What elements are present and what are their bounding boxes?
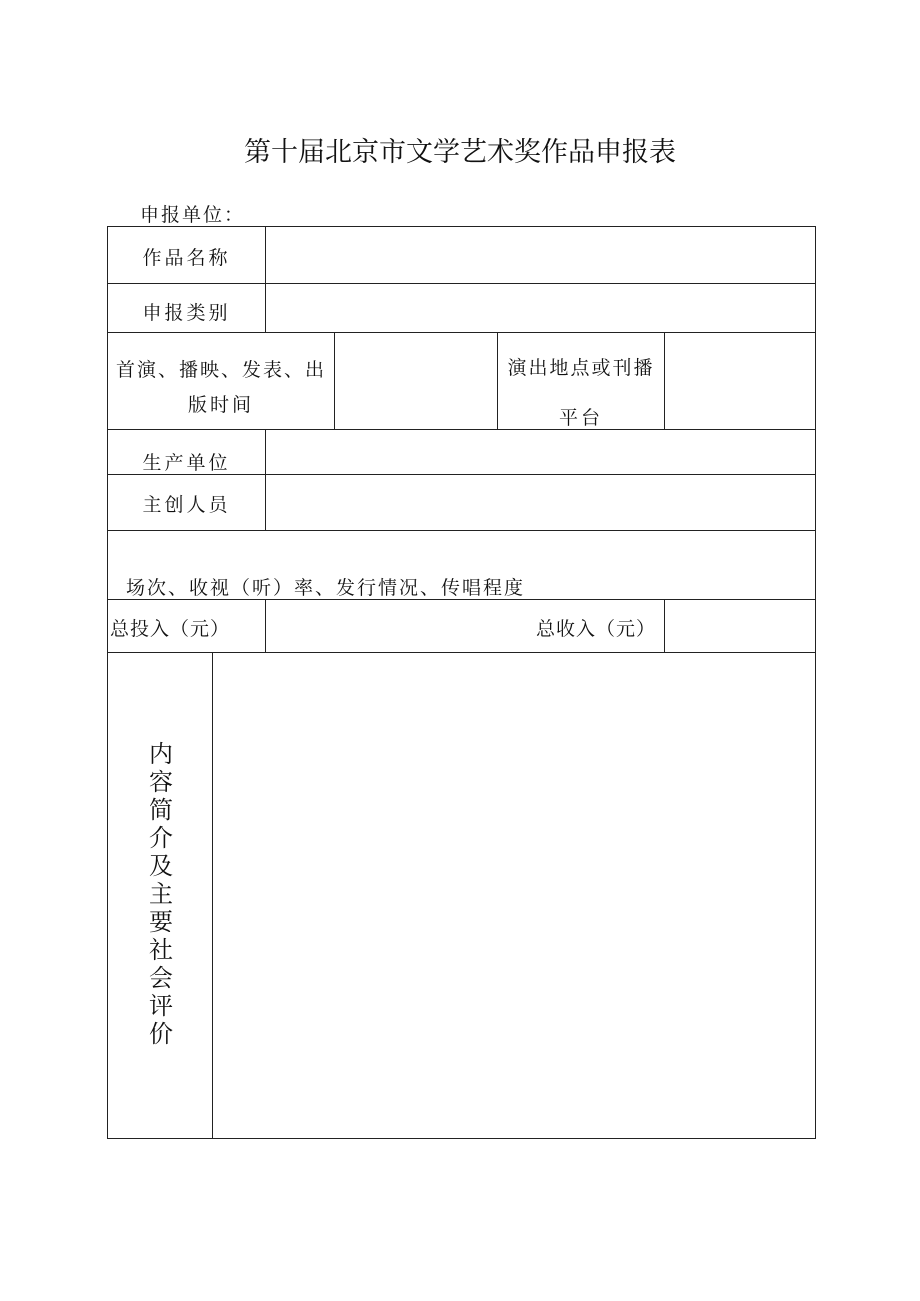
producer-label: 生产单位 [142, 452, 231, 474]
venue-label: 演出地点或刊播 [507, 357, 655, 379]
creators-label: 主创人员 [142, 494, 231, 516]
creators-field[interactable] [266, 475, 814, 530]
page-title: 第十届北京市文学艺术奖作品申报表 [244, 137, 676, 168]
premiere-date-label: 首演、播映、发表、出 [115, 359, 326, 381]
producer-field[interactable] [266, 430, 814, 474]
work-name-field[interactable] [266, 227, 814, 283]
reception-label: 场次、收视（听）率、发行情况、传唱程度 [126, 577, 526, 599]
row-divider [107, 530, 815, 531]
work-name-label: 作品名称 [142, 247, 231, 269]
revenue-field[interactable] [665, 600, 814, 652]
investment-field[interactable] [266, 600, 526, 652]
premiere-date-label-cont: 版时间 [187, 394, 254, 416]
venue-field[interactable] [665, 333, 814, 429]
revenue-label: 总收入（元） [536, 618, 657, 640]
venue-label-cont: 平台 [558, 407, 603, 429]
applicant-unit-label: 申报单位： [140, 204, 246, 226]
summary-field[interactable] [213, 653, 814, 1137]
category-label: 申报类别 [142, 302, 231, 324]
premiere-date-field[interactable] [335, 333, 497, 429]
investment-label: 总投入（元） [110, 618, 231, 640]
summary-label: 内容简介及主要社会评价 [149, 740, 173, 1048]
category-field[interactable] [266, 284, 814, 332]
